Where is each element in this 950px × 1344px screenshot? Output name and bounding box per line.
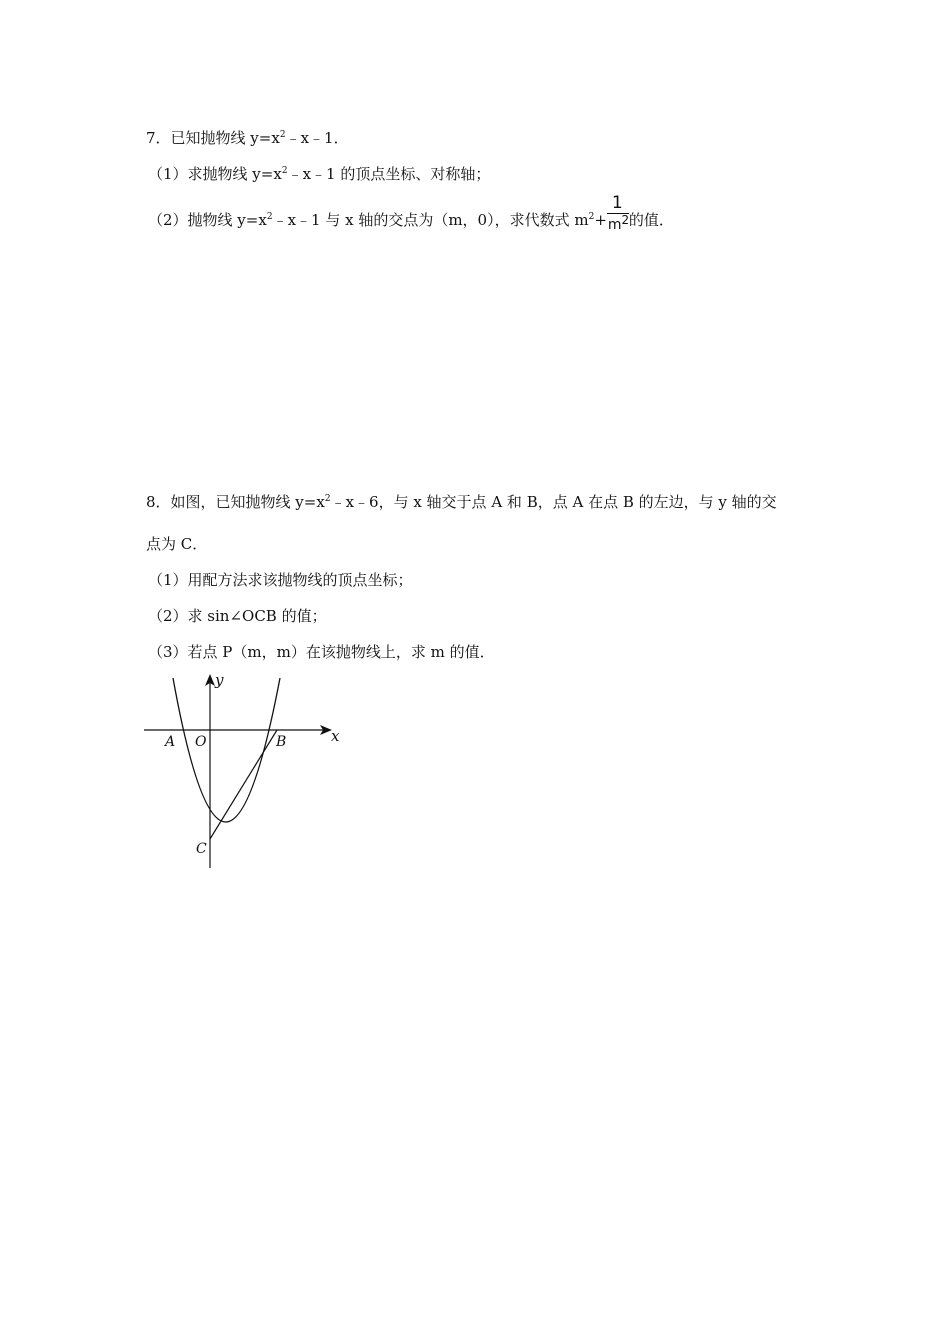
q8-part1: （1）用配方法求该抛物线的顶点坐标； — [148, 571, 413, 589]
fraction-denominator: $m^2$ — [607, 213, 630, 233]
label-y: y — [215, 671, 224, 689]
segment-cb — [210, 730, 277, 839]
label-o: O — [195, 734, 207, 750]
fraction — [607, 193, 630, 233]
q7-part1: （1）求抛物线 $y=x^2﹣x﹣1$ 的顶点坐标、对称轴； — [148, 165, 491, 183]
fraction-numerator: 1 — [611, 193, 623, 213]
label-b: B — [276, 734, 287, 750]
q8-title-continued: 点为 C． — [146, 535, 208, 553]
label-a: A — [165, 734, 176, 750]
q7-title: 7．已知抛物线 $y=x^2﹣x﹣1$． — [146, 129, 349, 147]
q7-part2: （2）抛物线 $y=x^2﹣x﹣1$ 与 x 轴的交点为（m，0），求代数式 $m^2+$ $\frac{1}{m^2}$ 的值． — [148, 193, 674, 233]
q8-title: 8．如图，已知抛物线 $y=x^2﹣x﹣6$，与 x 轴交于点 A 和 B，点 A 在点 B 的左边，与 y 轴的交 — [146, 493, 777, 511]
parabola-figure — [140, 668, 350, 873]
label-x: x — [331, 727, 340, 745]
q8-part3: （3）若点 P（m，m）在该抛物线上，求 m 的值． — [148, 643, 495, 661]
parabola-curve — [173, 678, 280, 822]
q8-part2: （2）求 sin∠OCB 的值； — [148, 607, 327, 625]
label-c: C — [196, 841, 207, 857]
